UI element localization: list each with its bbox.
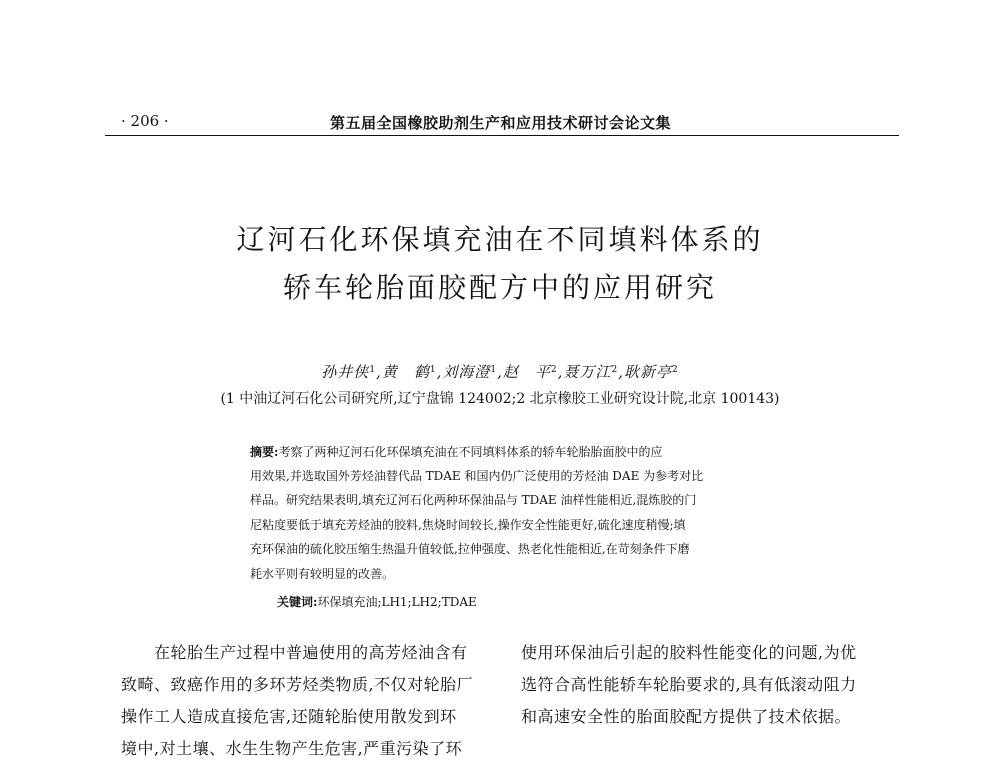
author-affiliation-mark: 1	[369, 365, 377, 375]
body-line-left: 在轮胎生产过程中普遍使用的高芳烃油含有	[121, 643, 468, 662]
body-line-left: 操作工人造成直接危害,还随轮胎使用散发到环	[121, 707, 457, 726]
abstract-line	[250, 443, 662, 460]
author-name: 孙井侠	[321, 363, 370, 381]
author-list: 孙井侠$^1$,黄 鹤$^1$,刘海澄$^1$,赵 平$^2$,聂万江$^2$,耿新亭$^2$	[321, 363, 679, 381]
abstract-line: 样品。研究结果表明,填充辽河石化两种环保油品与 TDAE 油样性能相近,混炼胶的门	[250, 493, 697, 507]
body-line-right: 使用环保油后引起的胶料性能变化的问题,为优	[521, 643, 857, 662]
body-line-left: 境中,对土壤、水生生物产生危害,严重污染了环	[121, 739, 463, 758]
body-line-left: 致畸、致癌作用的多环芳烃类物质,不仅对轮胎厂	[121, 675, 474, 694]
author-name: 黄 鹤	[381, 363, 430, 381]
paper-title-line-1: 辽河石化环保填充油在不同填料体系的	[236, 223, 764, 256]
author-affiliation-mark: 1	[490, 365, 498, 375]
header-rule	[105, 135, 899, 136]
abstract-text: 考察了两种辽河石化环保填充油在不同填料体系的轿车轮胎胎面胶中的应	[278, 445, 663, 459]
author-affiliation-mark: 2	[550, 365, 558, 375]
running-title: 第五届全国橡胶助剂生产和应用技术研讨会论文集	[330, 114, 672, 132]
keywords	[277, 593, 477, 610]
author-name: 聂万江	[563, 363, 612, 381]
abstract-line: 尼粘度要低于填充芳烃油的胶料,焦烧时间较长,操作安全性能更好,硫化速度稍慢;填	[250, 518, 686, 532]
abstract-line: 充环保油的硫化胶压缩生热温升值较低,拉伸强度、热老化性能相近,在苛刻条件下磨	[250, 542, 690, 556]
body-line-right: 选符合高性能轿车轮胎要求的,具有低滚动阻力	[521, 675, 857, 694]
author-name: 赵 平	[502, 363, 551, 381]
author-affiliation-mark: 1	[429, 365, 437, 375]
body-line-right: 和高速安全性的胎面胶配方提供了技术依据。	[521, 707, 852, 726]
abstract-line: 耗水平则有较明显的改善。	[250, 567, 395, 581]
author-affiliation-mark: 2	[611, 365, 619, 375]
author-affiliation-mark: 2	[671, 365, 679, 375]
keywords-text: 环保填充油;LH1;LH2;TDAE	[317, 595, 477, 609]
abstract-label: 摘要:	[250, 445, 279, 459]
affiliation: (1 中油辽河石化公司研究所,辽宁盘锦 124002;2 北京橡胶工业研究设计院,北京 100143)	[220, 391, 780, 407]
paper-title-line-2: 轿车轮胎面胶配方中的应用研究	[282, 271, 717, 304]
abstract-line: 用效果,并选取国外芳烃油替代品 TDAE 和国内仍广泛使用的芳烃油 DAE 为参考对比	[250, 469, 704, 483]
page-number: · 206 ·	[121, 112, 169, 130]
author-name: 刘海澄	[442, 363, 491, 381]
author-name: 耿新亭	[623, 363, 672, 381]
keywords-label: 关键词:	[277, 595, 318, 609]
